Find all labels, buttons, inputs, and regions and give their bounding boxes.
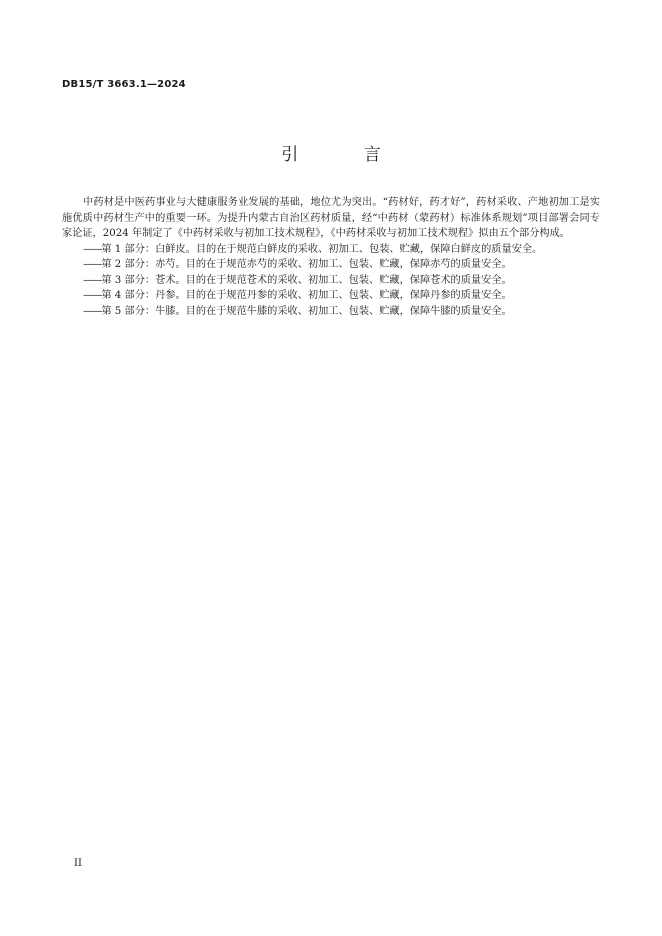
page-number: II <box>74 858 82 869</box>
list-item-text: 第 5 部分：牛膝。目的在于规范牛膝的采收、初加工、包装、贮藏，保障牛膝的质量安全。 <box>101 305 512 317</box>
list-item-text: 第 2 部分：赤芍。目的在于规范赤芍的采收、初加工、包装、贮藏，保障赤芍的质量安全。 <box>101 259 512 270</box>
list-dash: —— <box>83 290 102 301</box>
intro-paragraph: 中药材是中医药事业与大健康服务业发展的基础，地位尤为突出。“药材好，药才好”，药材采收、产地初加工是实施优质中药材生产中的重要一环。为提升内蒙古自治区药材质量，经“中药材（蒙药材）标准体系规划”项目部署会同专家论证，2024 年制定了《中药材采收与初加工技术规程》，《中药材采收与初加工技术规程》拟由五个部分构成。 <box>62 197 600 239</box>
list-item-text: 第 3 部分：苍术。目的在于规范苍术的采收、初加工、包装、贮藏，保障苍术的质量安全。 <box>101 274 512 286</box>
document-code: DB15/T 3663.1—2024 <box>62 79 186 90</box>
list-item-text: 第 4 部分：丹参。目的在于规范丹参的采收、初加工、包装、贮藏，保障丹参的质量安全。 <box>101 290 512 301</box>
list-item-text: 第 1 部分：白鲜皮。目的在于规范白鲜皮的采收、初加工、包装、贮藏，保障白鲜皮的质量安全。 <box>101 243 543 255</box>
page-title: 引 言 <box>281 145 411 165</box>
document-body <box>62 195 600 319</box>
list-item <box>62 288 600 304</box>
list-item <box>62 304 600 320</box>
list-dash: —— <box>83 274 102 286</box>
list-item <box>62 257 600 273</box>
list-item <box>62 273 600 289</box>
list-item <box>62 242 600 258</box>
list-dash: —— <box>83 259 102 270</box>
list-dash: —— <box>83 243 102 255</box>
list-dash: —— <box>83 305 102 317</box>
